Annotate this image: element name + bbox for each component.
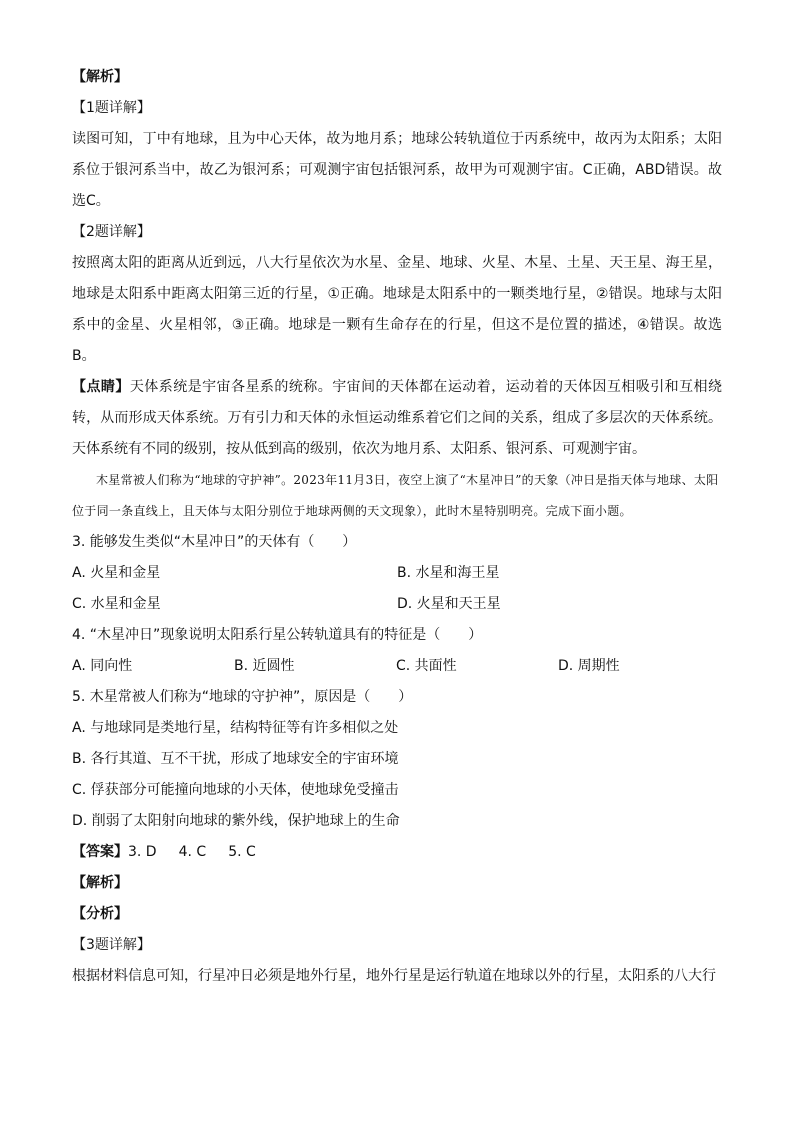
q3-options-row1	[72, 558, 722, 589]
q3-detail-heading: 【3题详解】	[72, 937, 151, 953]
fenxi-heading: 【分析】	[72, 906, 128, 922]
q3-options-row2	[72, 589, 722, 620]
q3-detail-text: 根据材料信息可知，行星冲日必须是地外行星，地外行星是运行轨道在地球以外的行星，太阳系的八大行	[72, 968, 716, 984]
q3-option-a: A. 火星和金星	[72, 565, 161, 581]
q4-option-a: A. 同向性	[72, 658, 133, 674]
answer-item: 5. C	[228, 844, 256, 860]
q1-detail-text: 读图可知，丁中有地球，且为中心天体，故为地月系；地球公转轨道位于丙系统中，故丙为太阳系；太阳系位于银河系当中，故乙为银河系；可观测宇宙包括银河系，故甲为可观测宇宙。C正确，ABD错误。故选C。	[72, 131, 722, 209]
answer-line	[72, 837, 722, 868]
q5-stem: 5. 木星常被人们称为“地球的守护神”，原因是（ ）	[72, 689, 413, 705]
jiexi-heading: 【解析】	[72, 69, 128, 85]
q5-option-d: D. 削弱了太阳射向地球的紫外线，保护地球上的生命	[72, 813, 400, 829]
q2-detail-heading: 【2题详解】	[72, 224, 151, 240]
q4-option-c: C. 共面性	[396, 658, 457, 674]
q4-stem: 4. “木星冲日”现象说明太阳系行星公转轨道具有的特征是（ ）	[72, 627, 483, 643]
q3-option-c: C. 水星和金星	[72, 596, 161, 612]
answer-label: 【答案】	[72, 844, 128, 860]
q5-option-b: B. 各行其道、互不干扰，形成了地球安全的宇宙环境	[72, 751, 399, 767]
reading-passage: 木星常被人们称为“地球的守护神”。2023年11月3日，夜空上演了“木星冲日”的天象（冲日是指天体与地球、太阳位于同一条直线上，且天体与太阳分别位于地球两侧的天文现象），此时木星特别明亮。完成下面小题。	[72, 473, 719, 518]
q5-option-a: A. 与地球同是类地行星，结构特征等有许多相似之处	[72, 720, 399, 736]
q4-option-b: B. 近圆性	[234, 658, 295, 674]
q1-detail-heading: 【1题详解】	[72, 100, 151, 116]
q3-option-b: B. 水星和海王星	[397, 565, 500, 581]
q4-options-row	[72, 651, 722, 682]
q2-detail-text: 按照离太阳的距离从近到远，八大行星依次为水星、金星、地球、火星、木星、土星、天王星、海王星，地球是太阳系中距离太阳第三近的行星，①正确。地球是太阳系中的一颗类地行星，②错误。地球与太阳系中的金星、火星相邻，③正确。地球是一颗有生命存在的行星，但这不是位置的描述，④错误。故选B。	[72, 255, 722, 364]
q3-option-d: D. 火星和天王星	[397, 596, 501, 612]
jiexi-heading-2: 【解析】	[72, 875, 128, 891]
dianjing-label: 【点睛】	[72, 379, 130, 395]
dianjing-paragraph	[72, 372, 722, 465]
document-body	[72, 62, 722, 992]
dianjing-text: 天体系统是宇宙各星系的统称。宇宙间的天体都在运动着，运动着的天体因互相吸引和互相绕转，从而形成天体系统。万有引力和天体的永恒运动维系着它们之间的关系，组成了多层次的天体系统。天体系统有不同的级别，按从低到高的级别，依次为地月系、太阳系、银河系、可观测宇宙。	[72, 379, 723, 457]
answer-item: 3. D	[128, 844, 157, 860]
answer-item: 4. C	[178, 844, 207, 860]
q4-option-d: D. 周期性	[558, 658, 620, 674]
q3-stem: 3. 能够发生类似“木星冲日”的天体有（ ）	[72, 534, 357, 550]
q5-option-c: C. 俘获部分可能撞向地球的小天体，使地球免受撞击	[72, 782, 399, 798]
